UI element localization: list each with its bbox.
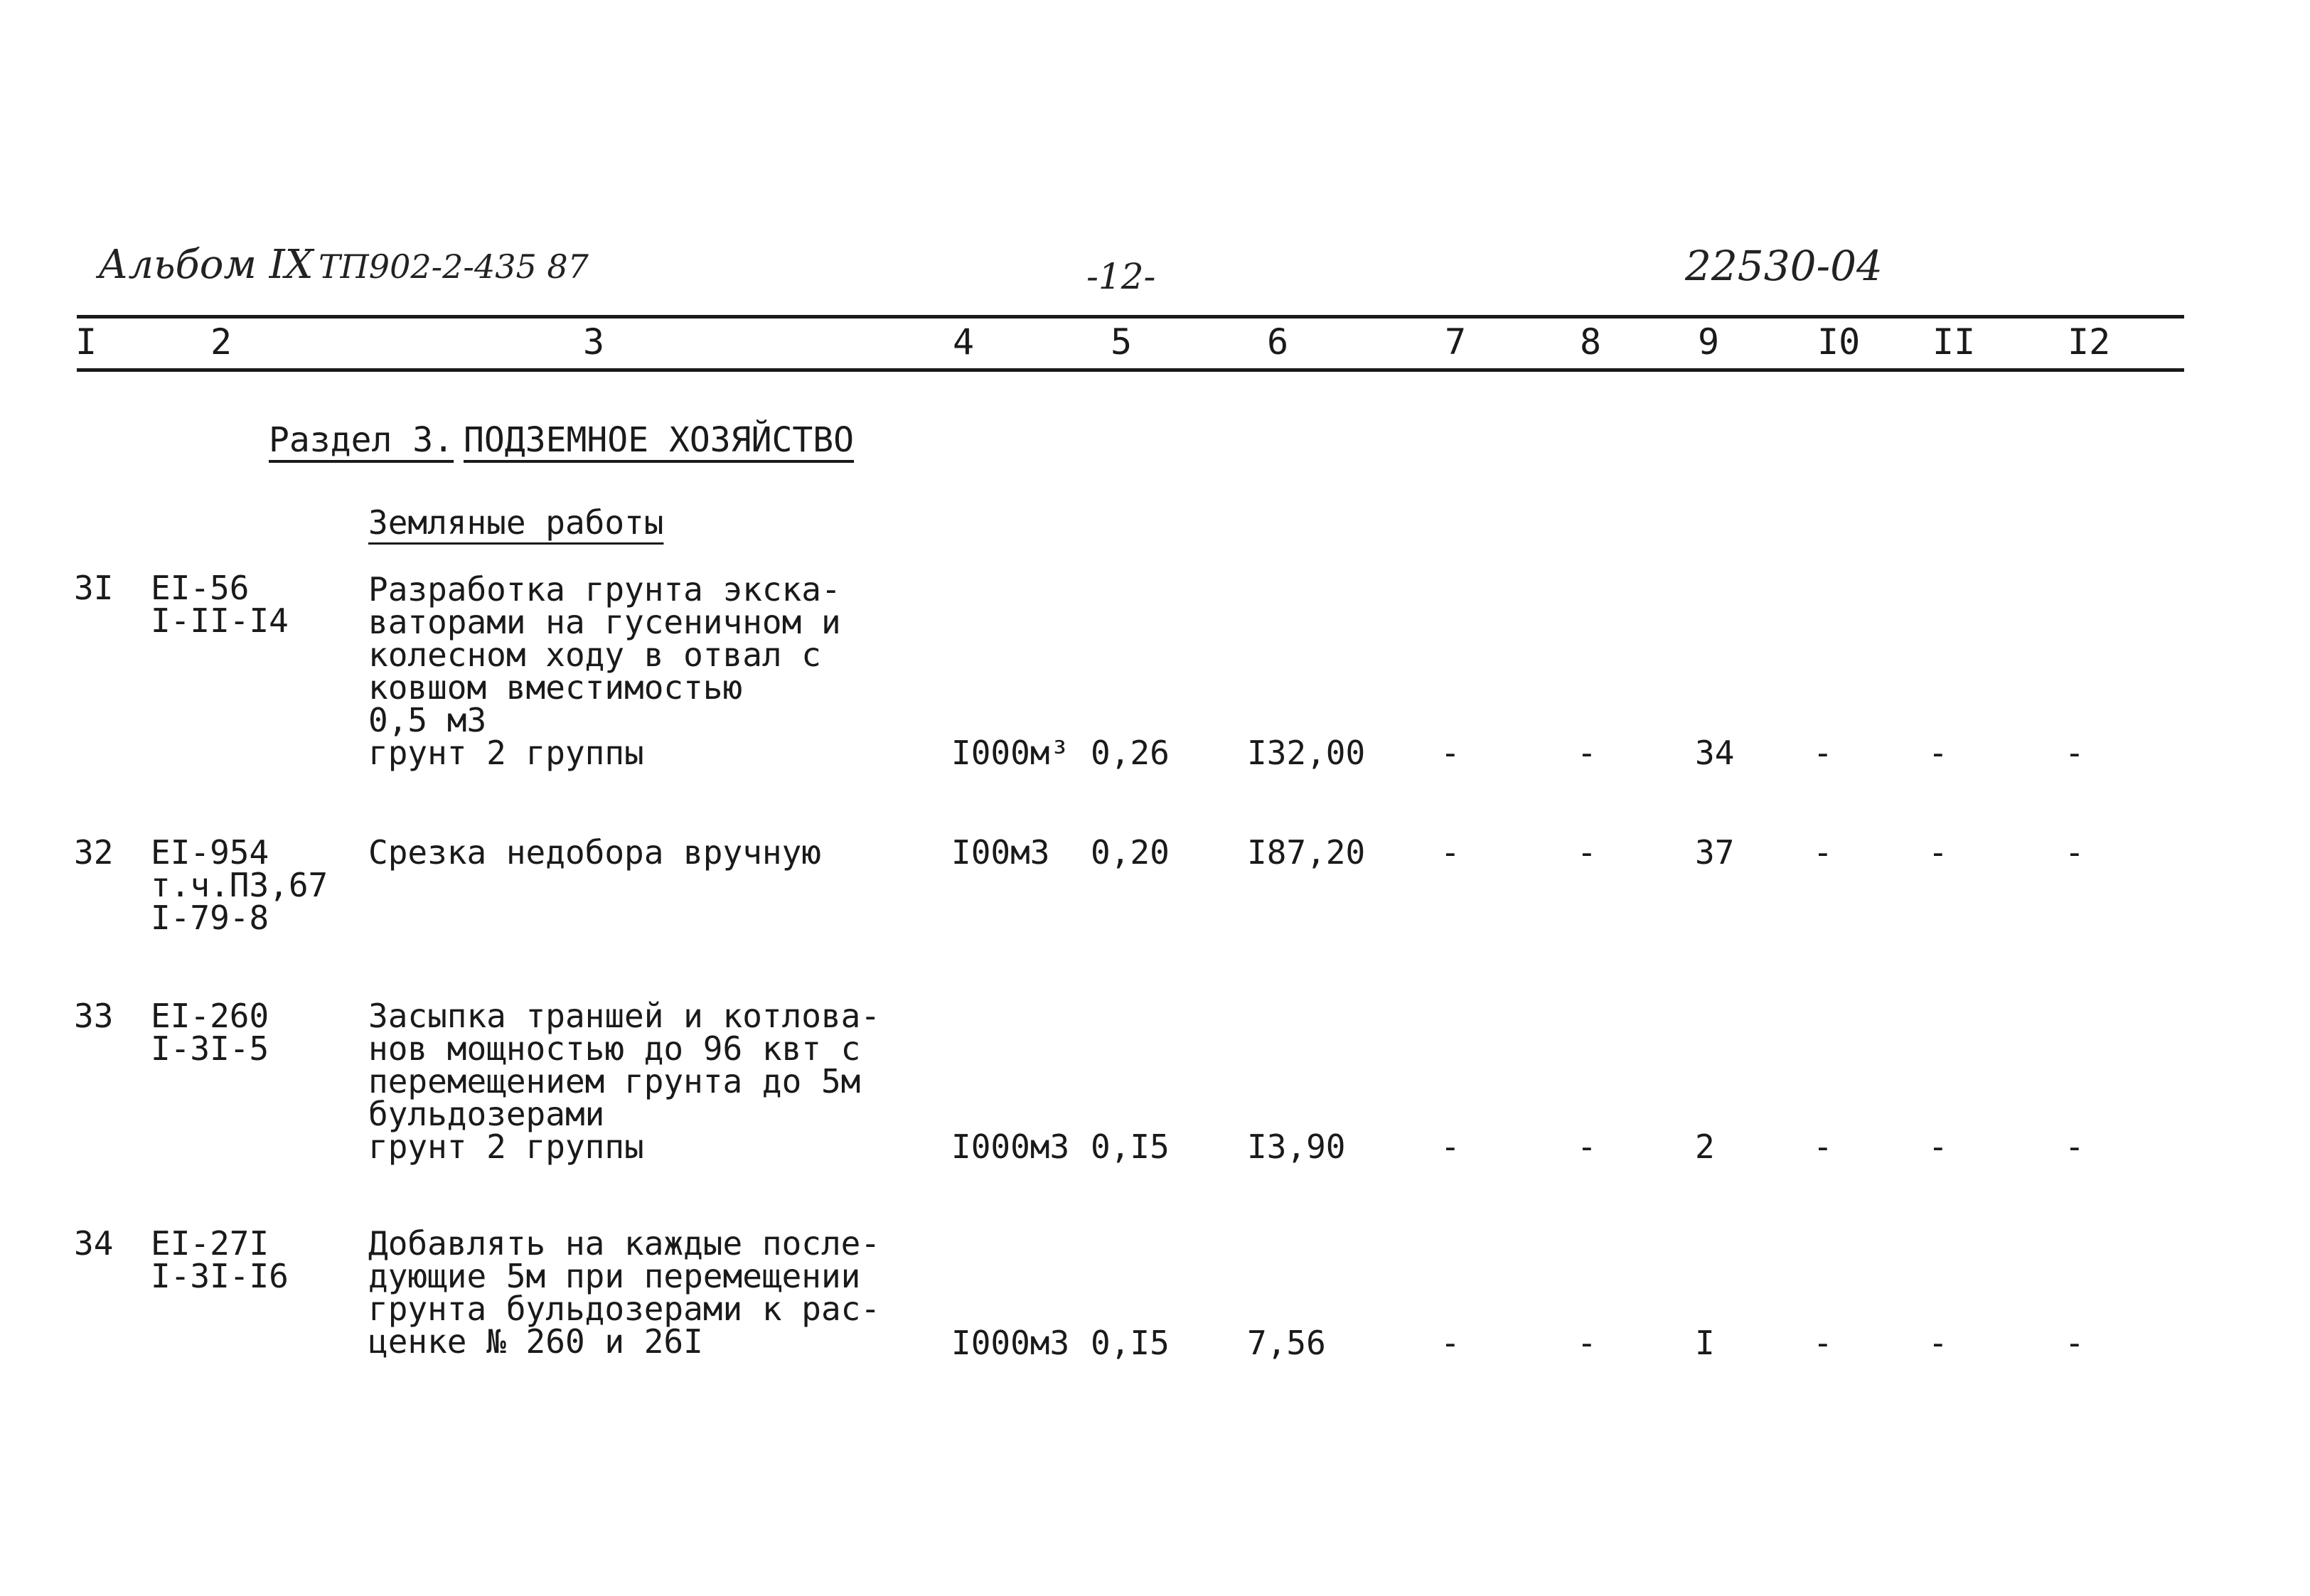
col11-value: - <box>1928 734 1948 772</box>
col12-value: - <box>2065 1128 2085 1166</box>
section-label: Раздел 3. <box>269 420 454 460</box>
unit: I000м³ <box>951 734 1070 772</box>
col8-value: - <box>1577 1324 1597 1362</box>
column-number-9: 9 <box>1698 321 1720 363</box>
col7-value: - <box>1440 1324 1460 1362</box>
row-number: 33 <box>74 997 114 1035</box>
col9-value: 37 <box>1695 833 1735 872</box>
col11-value: - <box>1928 1128 1948 1166</box>
price: 7,56 <box>1247 1324 1326 1362</box>
col8-value: - <box>1577 734 1597 772</box>
norm-code: EI-260 I-3I-5 <box>151 997 269 1068</box>
quantity: 0,I5 <box>1091 1324 1170 1362</box>
section-subtitle: Земляные работы <box>368 503 664 542</box>
section-title: ПОДЗЕМНОЕ ХОЗЯЙСТВО <box>464 420 855 460</box>
column-number-2: 2 <box>210 321 232 363</box>
row-number: 3I <box>74 569 114 607</box>
col10-value: - <box>1813 1324 1833 1362</box>
col7-value: - <box>1440 1128 1460 1166</box>
col9-value: 34 <box>1695 734 1735 772</box>
column-number-7: 7 <box>1445 321 1467 363</box>
col12-value: - <box>2065 1324 2085 1362</box>
col11-value: - <box>1928 833 1948 872</box>
work-description: Срезка недобора вручную <box>368 833 821 872</box>
work-description: Добавлять на каждые после- дующие 5м при перемещении грунта бульдозерами к рас- ценке № 260 и 26I <box>368 1224 881 1361</box>
column-number-12: I2 <box>2068 321 2111 363</box>
unit: I00м3 <box>951 833 1050 872</box>
col10-value: - <box>1813 833 1833 872</box>
col12-value: - <box>2065 734 2085 772</box>
column-number-8: 8 <box>1580 321 1602 363</box>
top-rule <box>77 315 2184 318</box>
col9-value: 2 <box>1695 1128 1715 1166</box>
quantity: 0,I5 <box>1091 1128 1170 1166</box>
col8-value: - <box>1577 1128 1597 1166</box>
col8-value: - <box>1577 833 1597 872</box>
quantity: 0,26 <box>1091 734 1170 772</box>
column-number-4: 4 <box>953 321 975 363</box>
column-number-1: I <box>75 321 97 363</box>
project-number: ТП902-2-435 87 <box>319 247 589 286</box>
unit: I000м3 <box>951 1128 1070 1166</box>
col12-value: - <box>2065 833 2085 872</box>
work-description: Засыпка траншей и котлова- нов мощностью до 96 квт с перемещением грунта до 5м бульдозерами грунт 2 группы <box>368 997 881 1166</box>
price: I87,20 <box>1247 833 1366 872</box>
col7-value: - <box>1440 833 1460 872</box>
col10-value: - <box>1813 734 1833 772</box>
price: I3,90 <box>1247 1128 1346 1166</box>
norm-code: EI-56 I-II-I4 <box>151 569 289 640</box>
album-label: Альбом IX <box>98 242 314 288</box>
col7-value: - <box>1440 734 1460 772</box>
column-number-10: I0 <box>1817 321 1861 363</box>
row-number: 32 <box>74 833 114 872</box>
price: I32,00 <box>1247 734 1366 772</box>
norm-code: EI-954 т.ч.ПЗ,67 I-79-8 <box>151 833 328 937</box>
column-number-6: 6 <box>1267 321 1289 363</box>
row-number: 34 <box>74 1224 114 1263</box>
document-code: 22530-04 <box>1685 242 1883 290</box>
column-number-11: II <box>1932 321 1976 363</box>
column-number-3: 3 <box>583 321 605 363</box>
col11-value: - <box>1928 1324 1948 1362</box>
column-number-5: 5 <box>1111 321 1133 363</box>
page-number: -12- <box>1086 256 1156 297</box>
quantity: 0,20 <box>1091 833 1170 872</box>
norm-code: EI-27I I-3I-I6 <box>151 1224 289 1295</box>
work-description: Разработка грунта экска- ваторами на гусеничном и колесном ходу в отвал с ковшом вместимостью 0,5 м3 грунт 2 группы <box>368 570 841 772</box>
col10-value: - <box>1813 1128 1833 1166</box>
unit: I000м3 <box>951 1324 1070 1362</box>
header-bottom-rule <box>77 368 2184 372</box>
col9-value: I <box>1695 1324 1715 1362</box>
